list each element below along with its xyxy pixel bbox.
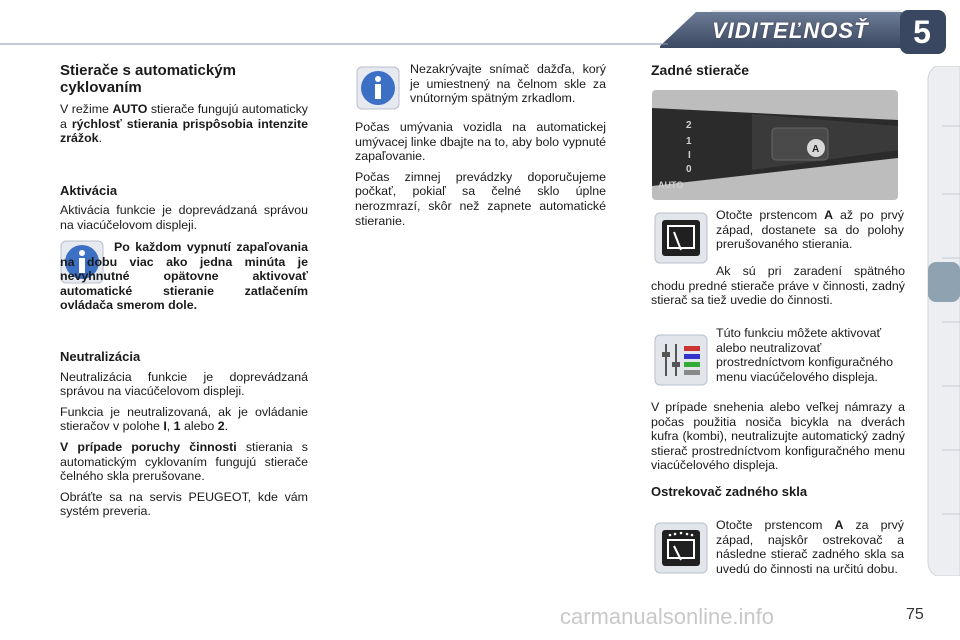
intro-paragraph [60, 102, 308, 146]
config-note [716, 326, 904, 390]
turn-pre: Otočte prstencom [716, 208, 825, 222]
reverse-text: Ak sú pri zaradení spätného chodu predné stierače práve v činnosti, zadný stierač sa tiež uvedie do činnosti. [651, 264, 905, 308]
wiper-stalk-photo [652, 90, 898, 200]
washer-ring-a: A [834, 518, 844, 532]
fault-bold: V prípade poruchy činnosti [60, 439, 237, 454]
section-heading-auto-wipers: Stierače s automatickým cyklovaním [60, 62, 236, 96]
rear-washer-text [716, 518, 904, 576]
column-right-heading [651, 62, 905, 85]
chapter-tabs [926, 66, 960, 576]
washer-pre: Otočte prstencom [716, 518, 835, 532]
winter-text: Počas zimnej prevádzky doporučujeme počkať, pokiaľ sa čelné sklo úplne nerozmrazí, skôr než zapnete automatické stieranie. [355, 169, 606, 228]
fault-text: stierania s automatickým cyklovaním fungujú stierače čelného skla prerušovane. [60, 439, 308, 484]
turn-post: až po prvý západ, dostanete sa do polohy prerušovaného stierania. [716, 208, 905, 252]
pos-i: I [163, 419, 167, 434]
column-left [60, 62, 308, 239]
neutral-heading: Neutralizácia [60, 349, 141, 364]
stalk-label-0: 0 [686, 164, 692, 175]
page-number: 75 [906, 606, 924, 623]
column-left-lower [60, 350, 308, 525]
watermark: carmanualsonline.info [560, 604, 775, 629]
turn-ring-a: A [824, 208, 834, 222]
intro-text-mid: stierače fungujú automaticky a [60, 102, 308, 131]
fault-paragraph [60, 440, 308, 484]
info-icon [356, 66, 400, 110]
pos-2: 2 [217, 419, 225, 434]
rear-washer-note [716, 518, 904, 582]
intro-bold: rýchlosť stierania prispôsobia intenzite zrážok [60, 116, 308, 146]
pos-sep: , [166, 419, 174, 434]
neutral-pre: Funkcia je neutralizovaná, ak je ovládanie stieračov v polohe [60, 404, 308, 434]
rear-turn-note [716, 208, 904, 258]
neutral-text: Neutralizácia funkcie je doprevádzaná správou na viacúčelovom displeji. [60, 369, 308, 399]
washer-post: za prvý západ, najskôr ostrekovač a následne stierač zadného skla sa uvedú do činnosti na určitú dobu. [716, 518, 904, 576]
stalk-label-2: 2 [686, 120, 692, 131]
rear-washer-heading: Ostrekovač zadného skla [651, 483, 808, 499]
activation-heading: Aktivácia [60, 182, 118, 198]
reverse-note [651, 264, 905, 314]
snow-note [651, 400, 905, 505]
pos-end: . [224, 419, 229, 434]
car-wash-text: Počas umývania vozidla na automatickej umývacej linke dbajte na to, aby bolo vypnuté zapaľovanie. [355, 120, 606, 164]
stalk-label-1: 1 [686, 136, 692, 147]
neutral-positions [60, 405, 308, 434]
chapter-number: 5 [913, 14, 931, 50]
rear-turn-text [716, 208, 904, 252]
stalk-label-i: I [688, 150, 691, 161]
info-note-text: Po každom vypnutí zapaľovania na dobu viac ako jedna minúta je nevyhnutné opätovne aktivovať automatické stieranie zatlačením ovládača smerom dole. [60, 240, 308, 313]
activation-text: Aktivácia funkcie je doprevádzaná správou na viacúčelovom displeji. [60, 203, 308, 232]
config-menu-icon [654, 334, 708, 386]
stalk-label-auto: AUTO [658, 180, 684, 190]
info-note-left [60, 240, 308, 319]
intro-end: . [98, 131, 103, 146]
rear-wiper-icon [654, 212, 708, 264]
intro-text: V režime [60, 102, 113, 116]
intro-auto: AUTO [112, 102, 148, 116]
column-middle [355, 120, 606, 234]
rear-washer-icon [654, 522, 708, 574]
stalk-ring-label: A [812, 144, 820, 155]
config-text: Túto funkciu môžete aktivovať alebo neutralizovať prostredníctvom konfiguračného menu viacúčelového displeja. [716, 326, 894, 384]
pos-or: alebo [180, 419, 218, 434]
rear-wipers-heading: Zadné stierače [651, 62, 750, 78]
service-text: Obráťte sa na servis PEUGEOT, kde vám systém preveria. [60, 489, 308, 519]
snow-text: V prípade snehenia alebo veľkej námrazy a počas použitia nosiča bicykla na dverách kufra (kombi), neutralizujte automatický zadný stierač prostredníctvom konfiguračného menu viacúčelového displeja. [651, 400, 905, 473]
page-title: VIDITEĽNOSŤ [712, 18, 869, 43]
header-band [0, 0, 960, 56]
rain-sensor-text: Nezakrývajte snímač dažďa, korý je umiestnený na čelnom skle za vnútorným spätným zrkadlom. [410, 62, 606, 106]
pos-1: 1 [173, 419, 181, 434]
info-note-rain-sensor [410, 62, 606, 112]
